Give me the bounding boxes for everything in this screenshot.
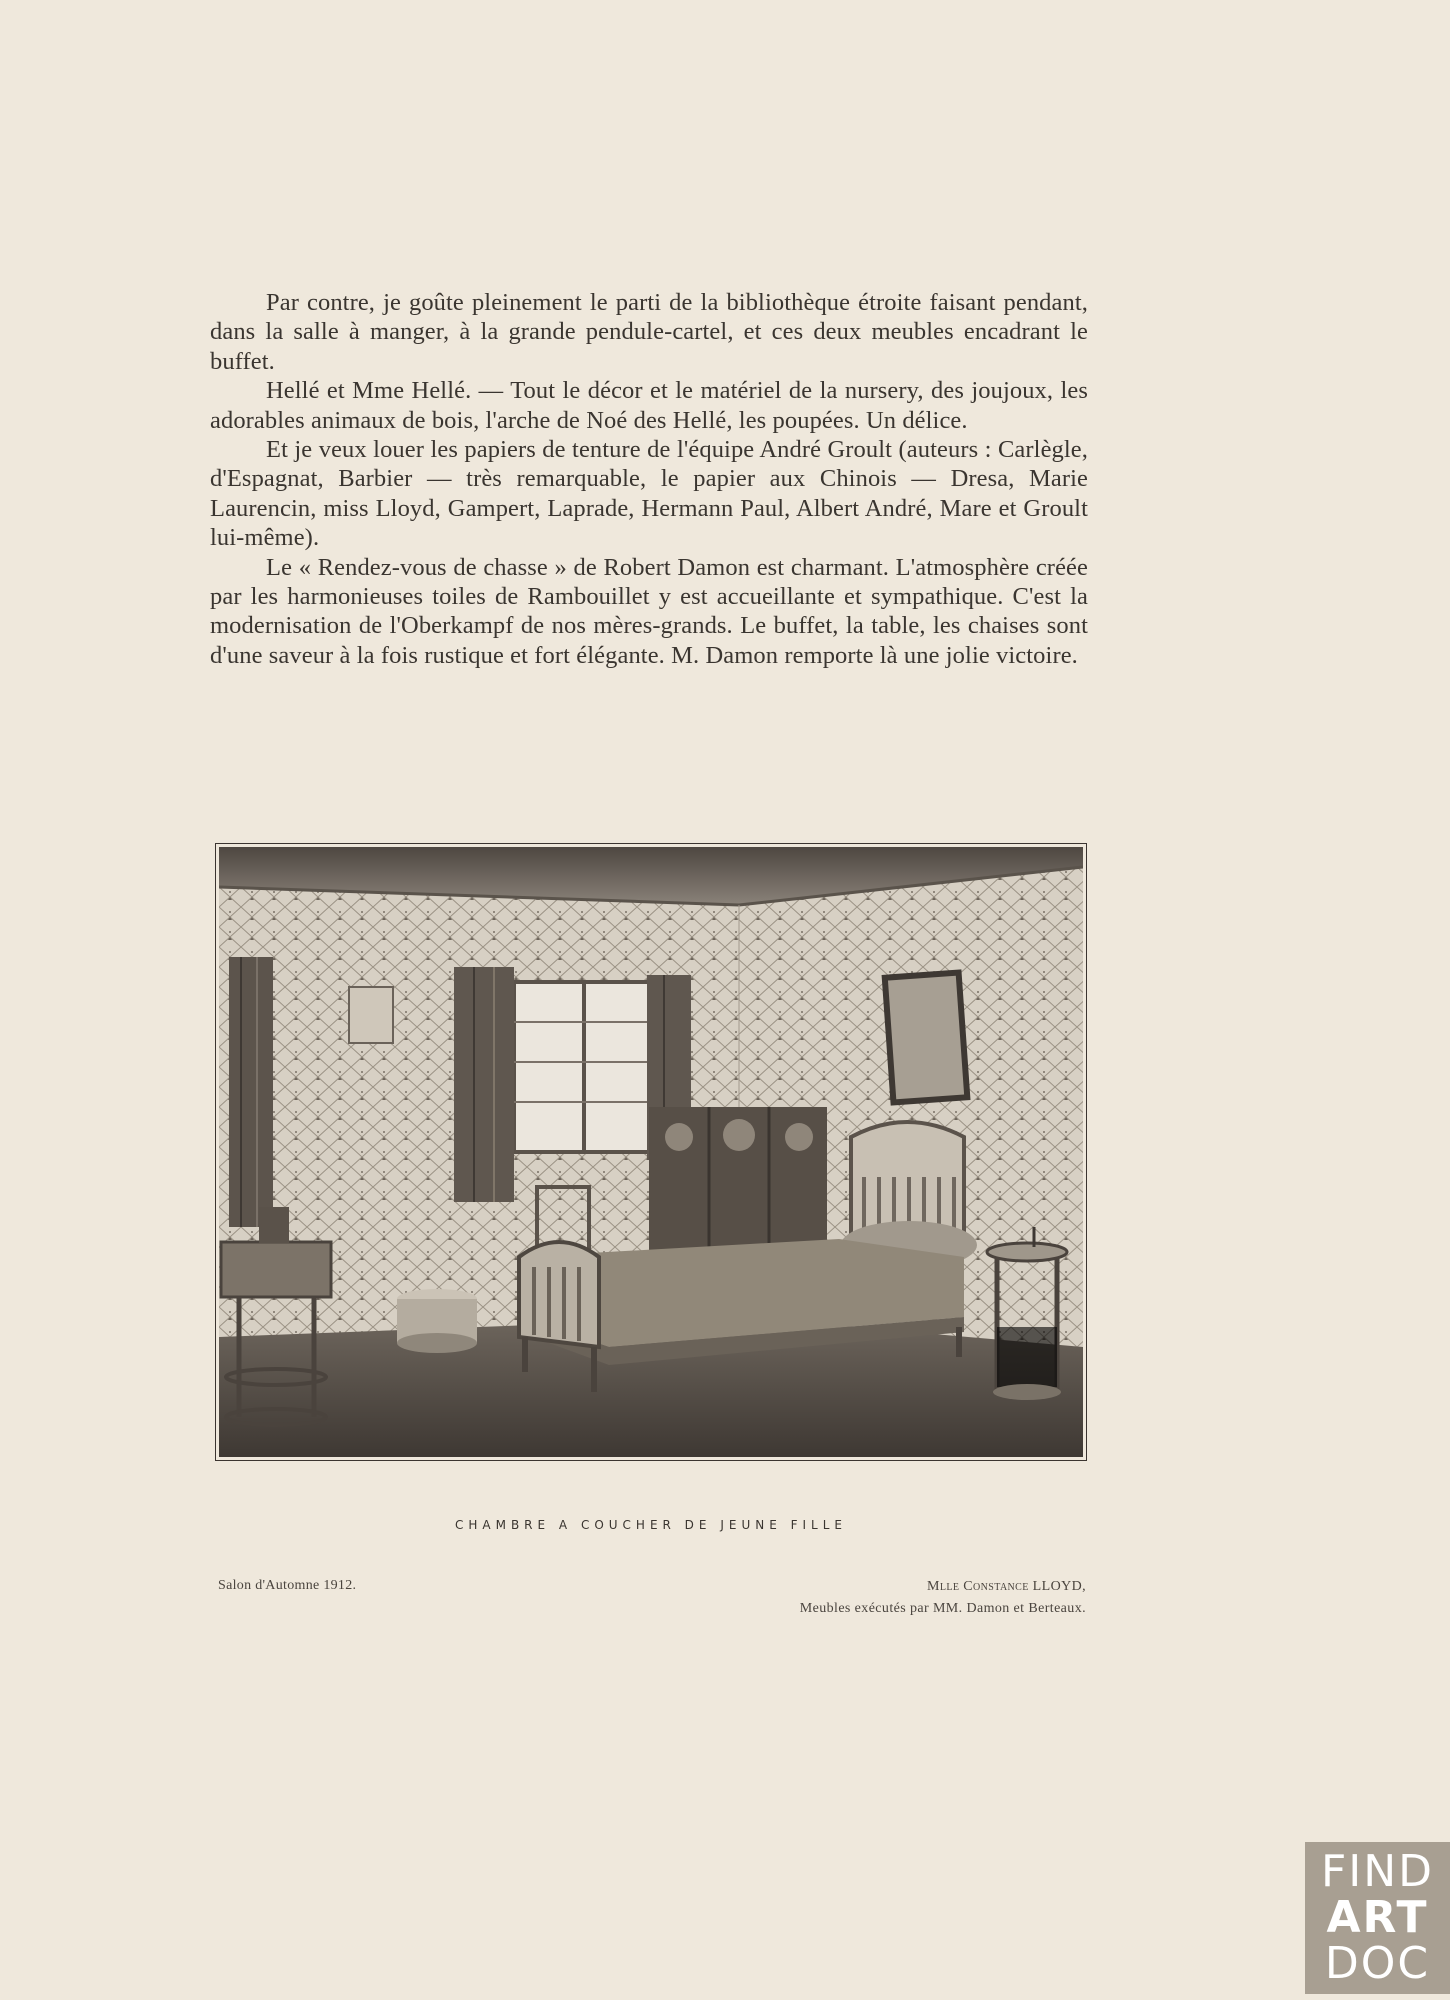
watermark-line-1: FIND (1320, 1846, 1435, 1897)
designer-name: Mlle Constance LLOYD, (927, 1579, 1086, 1594)
designer-credit (800, 1576, 1086, 1620)
body-text (210, 288, 1088, 670)
paragraph-3: Et je veux louer les papiers de tenture de l'équipe André Groult (auteurs : Carlègle, d'Espagnat, Barbier — très remarquable, le papier aux Chinois — Dresa, Marie Laurencin, miss Lloyd, Gampert, Laprade, Hermann Paul, Albert André, Mare et Groult lui-même). (210, 436, 1088, 552)
exhibition-credit: Salon d'Automne 1912. (218, 1578, 357, 1593)
bedroom-photo-image (219, 847, 1083, 1457)
furniture-makers: Meubles exécutés par MM. Damon et Berteaux. (799, 1601, 1086, 1616)
paragraph-4: Le « Rendez-vous de chasse » de Robert Damon est charmant. L'atmosphère créée par les harmonieuses toiles de Rambouillet y est accueillante et sympathique. C'est la modernisation de l'Oberkampf de nos mères-grands. Le buffet, la table, les chaises sont d'une saveur à la fois rustique et fort élégante. M. Damon remporte là une jolie victoire. (210, 553, 1088, 669)
findartdoc-watermark (1305, 1842, 1450, 1994)
photo-caption: CHAMBRE A COUCHER DE JEUNE FILLE (454, 1518, 847, 1532)
paragraph-1: Par contre, je goûte pleinement le parti de la bibliothèque étroite faisant pendant, dans la salle à manger, à la grande pendule-cartel, et ces deux meubles encadrant le buffet. (210, 289, 1088, 375)
watermark-line-3: DOC (1324, 1938, 1431, 1989)
paragraph-2: Hellé et Mme Hellé. — Tout le décor et le matériel de la nursery, des joujoux, les adorables animaux de bois, l'arche de Noé des Hellé, les poupées. Un délice. (210, 377, 1088, 434)
watermark-line-2: ART (1326, 1892, 1429, 1943)
bedroom-photograph (215, 843, 1087, 1461)
